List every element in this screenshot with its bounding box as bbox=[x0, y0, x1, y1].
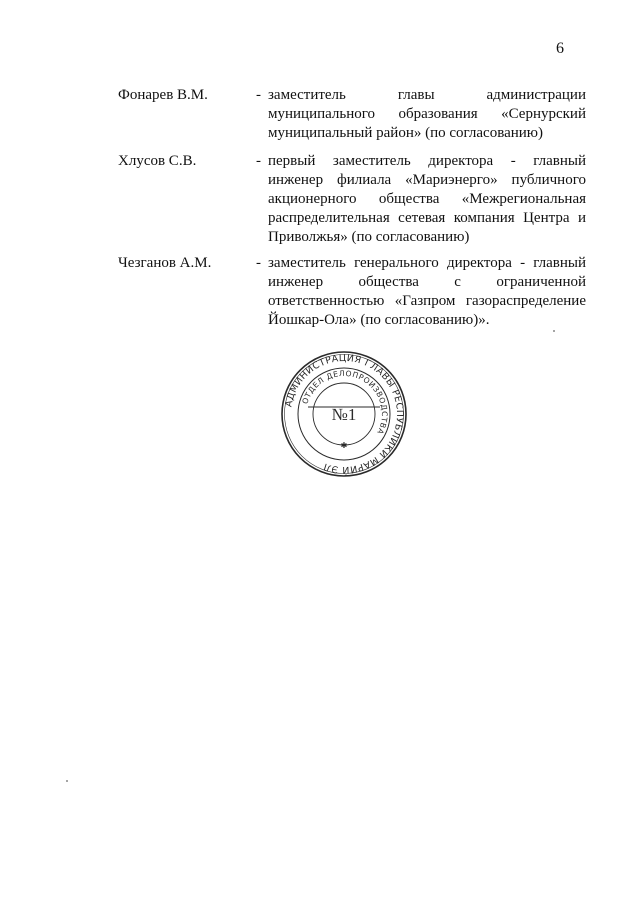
position-line: инженер общества с ограниченной bbox=[268, 274, 586, 290]
seal-inner-text: ОТДЕЛ ДЕЛОПРОИЗВОДСТВА bbox=[300, 368, 390, 437]
scan-speck bbox=[553, 330, 555, 332]
person-position bbox=[268, 254, 586, 330]
position-line: заместитель генерального директора - главный bbox=[268, 255, 586, 271]
seal-outer-text: АДМИНИСТРАЦИЯ ГЛАВЫ РЕСПУБЛИКИ МАРИЙ ЭЛ bbox=[283, 352, 406, 476]
position-line: распределительная сетевая компания Центра и bbox=[268, 210, 586, 226]
page-number: 6 bbox=[556, 40, 564, 57]
position-line: первый заместитель директора - главный bbox=[268, 153, 586, 169]
list-item bbox=[118, 152, 588, 250]
person-name: Фонарев В.М. bbox=[118, 87, 208, 103]
scan-speck bbox=[66, 780, 68, 782]
official-seal-stamp bbox=[280, 350, 408, 478]
dash-separator: - bbox=[256, 87, 261, 103]
dash-separator: - bbox=[256, 255, 261, 271]
person-position bbox=[268, 152, 586, 247]
list-item bbox=[118, 254, 588, 334]
person-name: Хлусов С.В. bbox=[118, 153, 197, 169]
position-line: инженер филиала «Мариэнерго» публичного bbox=[268, 172, 586, 188]
position-line: заместитель главы администрации bbox=[268, 87, 586, 103]
list-item bbox=[118, 86, 588, 146]
person-name: Чезганов А.М. bbox=[118, 255, 212, 271]
position-line: акционерного общества «Межрегиональная bbox=[268, 191, 586, 207]
position-line: муниципального образования «Сернурский bbox=[268, 106, 586, 122]
position-line: Приволжья» (по согласованию) bbox=[268, 229, 470, 245]
dash-separator: - bbox=[256, 153, 261, 169]
position-line: Йошкар-Ола» (по согласованию)». bbox=[268, 312, 490, 328]
position-line: ответственностью «Газпром газораспределение bbox=[268, 293, 586, 309]
position-line: муниципальный район» (по согласованию) bbox=[268, 125, 544, 141]
seal-star-icon: ✱ bbox=[340, 441, 348, 450]
seal-number: №1 bbox=[331, 405, 357, 424]
person-position bbox=[268, 86, 586, 143]
